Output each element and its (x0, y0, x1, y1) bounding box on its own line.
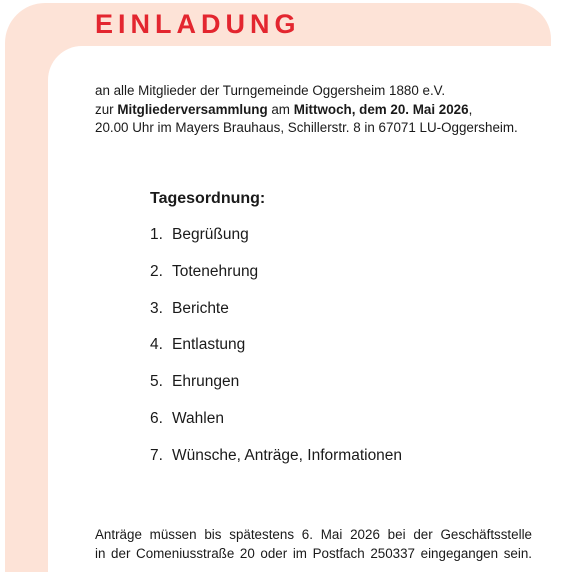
intro-line-2 (95, 101, 545, 120)
intro-text: zur (95, 101, 118, 117)
agenda-item (150, 445, 530, 482)
intro-text: , (468, 101, 473, 117)
agenda-item-label: Entlastung (172, 336, 246, 354)
agenda-item-number: 2. (150, 262, 163, 280)
agenda-item-number: 7. (150, 446, 163, 464)
agenda-item-label: Berichte (172, 299, 229, 317)
agenda-item-number: 1. (150, 226, 163, 243)
agenda-item-label: Wünsche, Anträge, Informationen (172, 446, 403, 464)
footer-line-2: in der Comeniusstraße 20 oder im Postfach 250337 eingegangen sein. (95, 545, 532, 561)
page-title: EINLADUNG (95, 9, 301, 39)
intro-line-1: an alle Mitglieder der Turngemeinde Oggersheim 1880 e.V. (95, 83, 446, 98)
agenda-item-label: Totenehrung (172, 262, 259, 280)
agenda-item (150, 224, 530, 261)
footer-note (95, 526, 532, 563)
intro-paragraph (95, 82, 545, 138)
meeting-name: Mitgliederversammlung (117, 101, 268, 117)
agenda-heading: Tagesordnung: (150, 190, 266, 207)
agenda-item-label: Wahlen (172, 409, 224, 427)
agenda-item-label: Begrüßung (172, 226, 249, 243)
agenda-item (150, 261, 530, 298)
agenda-item-label: Ehrungen (172, 373, 240, 391)
agenda-item (150, 298, 530, 335)
intro-text: am (267, 101, 294, 117)
footer-line-1: Anträge müssen bis spätestens 6. Mai 2026 bei der Geschäftsstelle (95, 527, 532, 542)
agenda-item-number: 4. (150, 336, 163, 354)
agenda-item (150, 408, 530, 445)
agenda-item (150, 334, 530, 371)
agenda-item-number: 3. (150, 299, 163, 317)
meeting-date: Mittwoch, dem 20. Mai 2026 (293, 101, 469, 117)
intro-line-3: 20.00 Uhr im Mayers Brauhaus, Schillerstr. 8 in 67071 LU-Oggersheim. (95, 120, 518, 135)
agenda-item-number: 6. (150, 409, 163, 427)
agenda-item-number: 5. (150, 373, 163, 391)
agenda-list (150, 224, 530, 482)
agenda-item (150, 371, 530, 408)
agenda-section (150, 188, 530, 482)
